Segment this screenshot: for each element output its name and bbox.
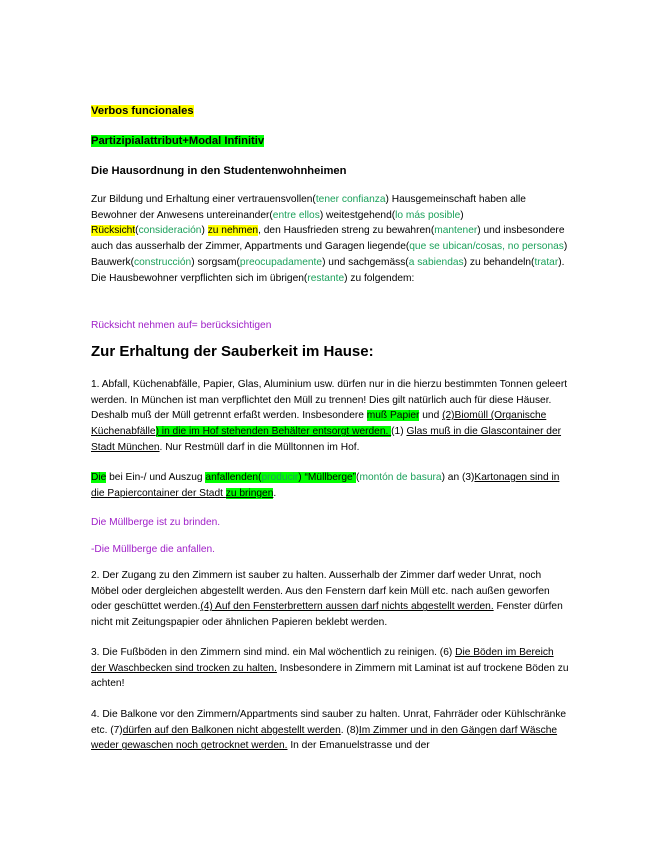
paragraph-4: 3. Die Fußböden in den Zimmern sind mind. ein Mal wöchentlich zu reinigen. (6) Die Böden im Bereich der Waschbecken sind trocken zu halten. Insbesondere in Zimmern mit Laminat ist auf trockene Böden zu achten!: [91, 647, 569, 690]
heading-hausordnung: Die Hausordnung in den Studentenwohnheimen: [91, 165, 347, 177]
note-ruecksicht: Rücksicht nehmen auf= berücksichtigen: [91, 320, 272, 331]
note-muellberge-2: -Die Müllberge die anfallen.: [91, 544, 216, 555]
intro-paragraph: Zur Bildung und Erhaltung einer vertrauensvollen(tener confianza) Hausgemeinschaft haben alle Bewohner der Anwesens untereinander(entre ellos) weitestgehend(lo más posible) Rücksicht(consideración) zu nehmen, den Hausfrieden streng zu bewahren(mantener) und insbesondere auch das ausserhalb der Zimmer, Appartments und Garagen liegende(que se ubican/cosas, no personas) Bauwerk(construcción) sorgsam(preocupadamente) und sachgemäss(a sabiendas) zu behandeln(tratar). Die Hausbewohner verpflichten sich im übrigen(restante) zu folgendem:: [91, 194, 568, 284]
title-verbos-funcionales: Verbos funcionales: [91, 105, 194, 117]
paragraph-3: 2. Der Zugang zu den Zimmern ist sauber zu halten. Ausserhalb der Zimmer darf weder Unrat, noch Möbel oder dergleichen abgestellt werden. Aus den Fenstern darf kein Müll etc. nach außen geworfen oder geschüttet werden.(4) Auf den Fensterbrettern aussen darf nichts abgestellt werden. Fenster dürfen nicht mit Zeitungspapier oder ähnlichen Papieren beklebt werden.: [91, 570, 563, 629]
paragraph-2: Die bei Ein-/ und Auszug anfallenden(producir) “Müllberge”(montón de basura) an (3)Kartonagen sind in die Papiercontainer der Stadt zu bringen.: [91, 472, 560, 499]
paragraph-1: 1. Abfall, Küchenabfälle, Papier, Glas, Aluminium usw. dürfen nur in die hierzu bestimmten Tonnen geleert werden. In München ist man verpflichtet den Müll zu trennen! Dies gilt natürlich auch für diese Häuser. Deshalb muß der Müll getrennt erfaßt werden. Insbesondere muß Papier und (2)Biomüll (Organische Küchenabfälle) in die im Hof stehenden Behälter entsorgt werden. (1) Glas muß in die Glascontainer der Stadt München. Nur Restmüll darf in die Mülltonnen im Hof.: [91, 379, 568, 453]
heading-sauberkeit: Zur Erhaltung der Sauberkeit im Hause:: [91, 343, 374, 360]
note-muellberge-1: Die Müllberge ist zu brinden.: [91, 517, 221, 528]
paragraph-5: 4. Die Balkone vor den Zimmern/Appartments sind sauber zu halten. Unrat, Fahrräder oder Kühlschränke etc. (7)dürfen auf den Balkonen nicht abgestellt werden. (8)Im Zimmer und in den Gängen darf Wäsche weder gewaschen noch getrocknet werden. In der Emanuelstrasse und der: [91, 709, 567, 752]
title-partizipialattribut: Partizipialattribut+Modal Infinitiv: [91, 135, 265, 147]
